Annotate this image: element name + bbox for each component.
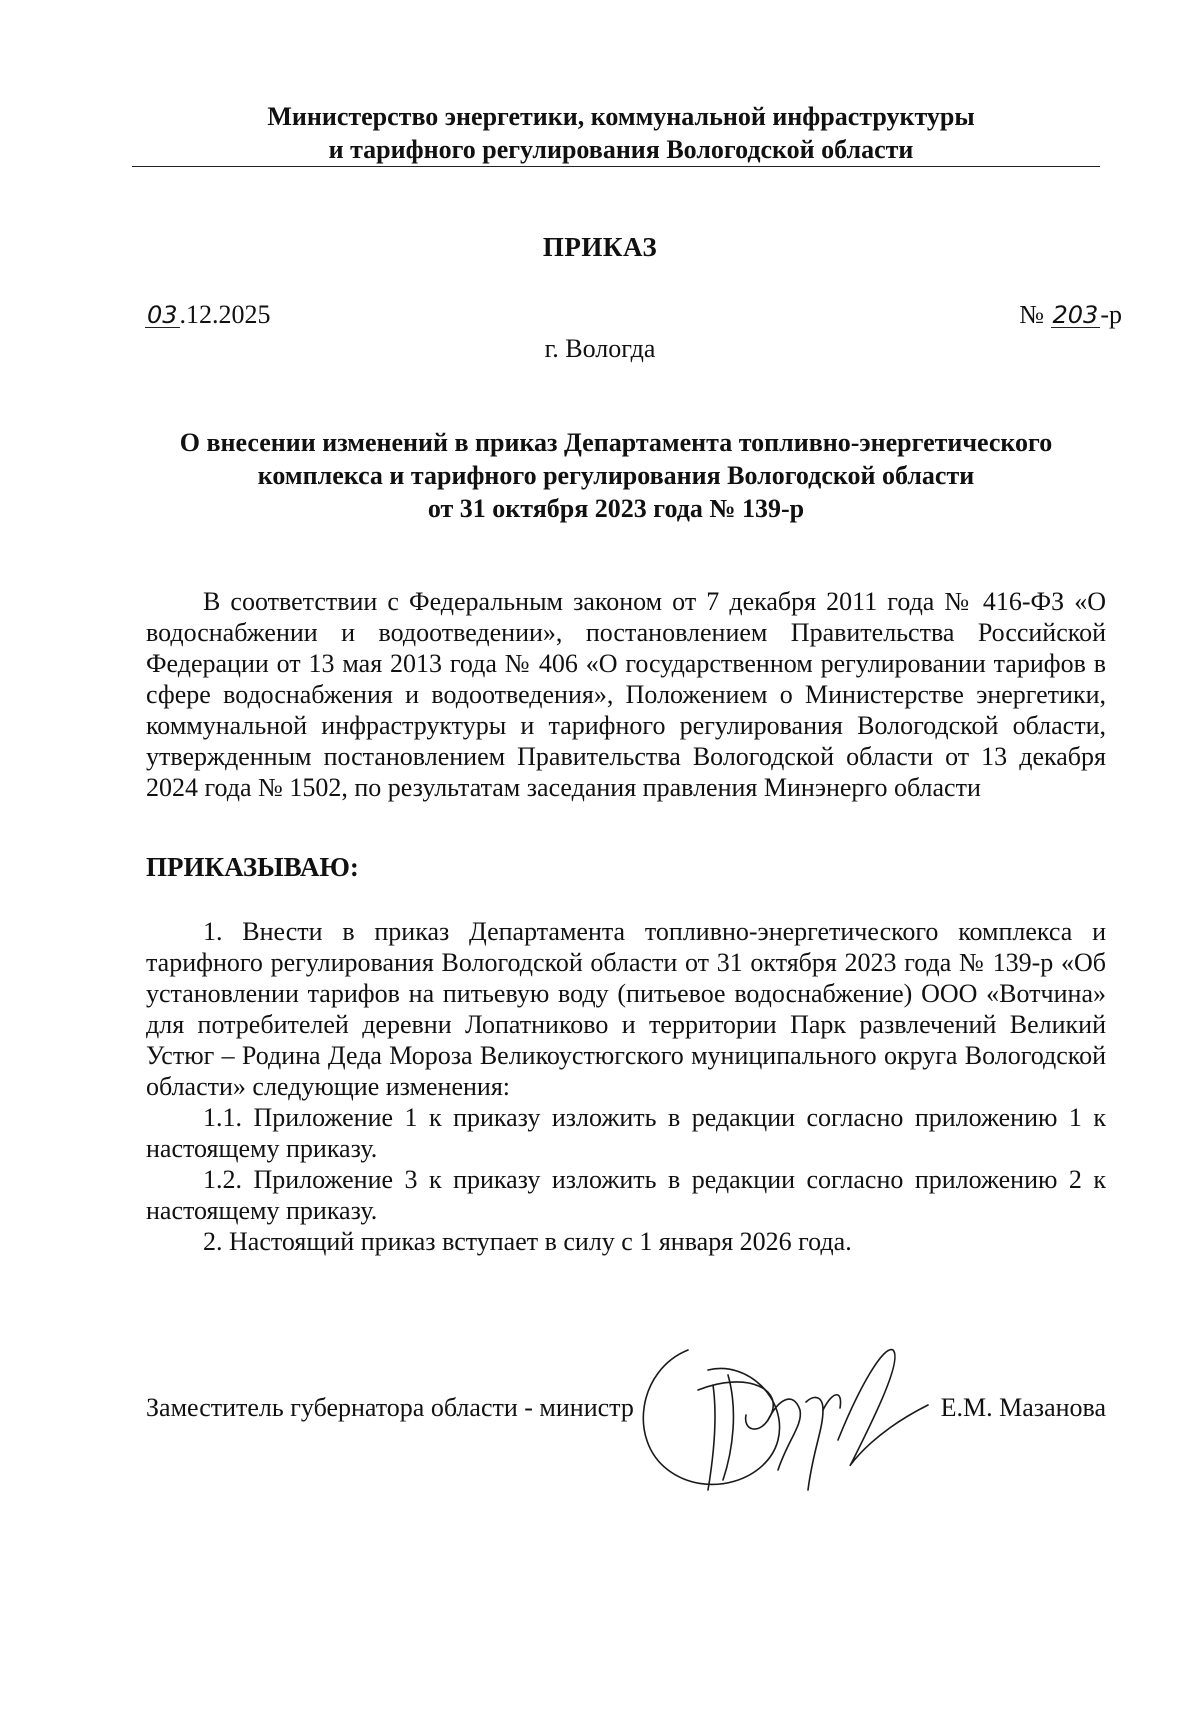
date-day-handwritten: 03 [147,301,178,329]
subject-line2: комплекса и тарифного регулирования Вологодской области [257,461,975,490]
order-item-1-2: 1.2. Приложение 3 к приказу изложить в редакции согласно приложению 2 к настоящему приказу. [146,1165,1106,1225]
order-keyword: ПРИКАЗЫВАЮ: [146,852,359,882]
document-title: ПРИКАЗ [542,232,658,262]
city-name: г. Вологда [544,334,656,363]
preamble-paragraph: В соответствии с Федеральным законом от 7 декабря 2011 года № 416-ФЗ «О водоснабжении и водоотведении», постановлением Правительства Российской Федерации от 13 мая 2013 года № 406 «О государственном регулировании тарифов в сфере водоснабжения и водоотведения», Положением о Министерстве энергетики, коммунальной инфраструктуры и тарифного регулирования Вологодской области, утвержденным постановлением Правительства Вологодской области от 13 декабря 2024 года № 1502, по результатам заседания правления Минэнерго области [146,587,1106,802]
order-item-1-1: 1.1. Приложение 1 к приказу изложить в редакции согласно приложению 1 к настоящему приказу. [146,1103,1106,1163]
subject-line1: О внесении изменений в приказ Департамента топливно-энергетического [179,428,1053,457]
handwritten-signature [628,1330,938,1510]
number-handwritten: 203 [1052,301,1099,329]
order-number [1019,300,1122,330]
order-subject [130,426,1102,525]
ministry-header-line2: и тарифного регулирования Вологодской области [328,135,914,164]
signatory-name: Е.М. Мазанова [940,1393,1106,1422]
ministry-header-line1: Министерство энергетики, коммунальной инфраструктуры [267,102,975,131]
date-rest: .12.2025 [179,300,271,329]
order-date [145,300,271,330]
number-prefix: № [1019,300,1045,329]
order-item-1: 1. Внести в приказ Департамента топливно-энергетического комплекса и тарифного регулирования Вологодской области от 31 октября 2023 года № 139-р «Об установлении тарифов на питьевую воду (питьевое водоснабжение) ООО «Вотчина» для потребителей деревни Лопатниково и территории Парк развлечений Великий Устюг – Родина Деда Мороза Великоустюгского муниципального округа Вологодской области» следующие изменения: [146,917,1106,1101]
signatory-position: Заместитель губернатора области - министр [146,1393,634,1422]
order-item-2: 2. Настоящий приказ вступает в силу с 1 января 2026 года. [203,1227,852,1256]
subject-line3: от 31 октября 2023 года № 139-р [427,494,805,523]
preamble-block [146,586,1106,803]
ministry-header [140,100,1102,166]
number-suffix: -р [1100,300,1122,329]
header-divider [132,166,1100,167]
order-items [146,916,1106,1257]
